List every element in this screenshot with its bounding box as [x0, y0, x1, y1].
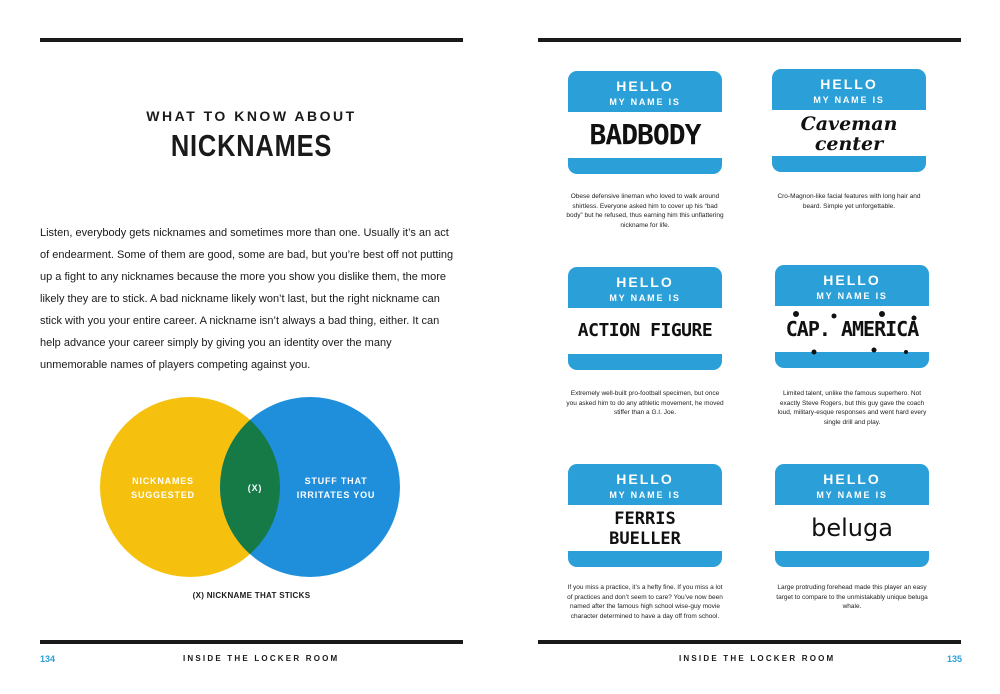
top-rule [40, 38, 463, 42]
page-number: 134 [40, 654, 56, 664]
name-tag-action-figure: HELLO MY NAME IS ACTION FIGURE [567, 266, 723, 371]
bottom-rule [40, 640, 463, 644]
section-kicker: WHAT TO KNOW ABOUT [146, 108, 357, 124]
nickname-description: Obese defensive lineman who loved to walk around shirtless. Everyone asked him to cover up his “bad body” but he refused, thus earning him this unflattering nickname for life. [566, 193, 724, 229]
handwritten-name: Caveman center [800, 113, 898, 155]
nickname-description: Cro-Magnon-like facial features with long hair and beard. Simple yet unforgettable. [777, 193, 921, 210]
nickname-description: Extremely well-built pro-football specimen, but once you asked him to do any athletic movement, he moved stiffer than a G.I. Joe. [566, 390, 724, 416]
bottom-rule [538, 640, 961, 644]
right-page [500, 0, 1000, 694]
handwritten-name: FERRIS BUELLER [609, 509, 681, 549]
venn-caption: (X) NICKNAME THAT STICKS [192, 591, 311, 600]
name-tag-ferris-bueller: HELLO MY NAME IS FERRIS BUELLER [567, 463, 723, 568]
handwritten-name: BADBODY [589, 118, 701, 151]
handwritten-name: CAP. AMERICA [785, 317, 919, 341]
page-title: NICKNAMES [170, 128, 333, 163]
name-tag-badbody: HELLO MY NAME IS BADBODY [567, 70, 723, 175]
name-tag-cap-america: HELLO MY NAME IS CAP. AMERICA [774, 264, 930, 369]
venn-right-label: STUFF THAT IRRITATES YOU [296, 476, 376, 500]
venn-diagram [95, 392, 425, 582]
nickname-description: Large protruding forehead made this player an easy target to compare to the unmistakably unique beluga whale. [776, 584, 928, 610]
name-tag-beluga: HELLO MY NAME IS beluga [774, 463, 930, 568]
name-tag-caveman-center: HELLO MY NAME IS Caveman center [771, 68, 927, 173]
running-head: INSIDE THE LOCKER ROOM [183, 654, 340, 663]
nickname-description: If you miss a practice, it’s a hefty fine. If you miss a lot of practices and don’t seem to care? You’ve now been named after the famous high school wise-guy movie character determined to have a day off from school. [567, 584, 723, 620]
nickname-description: Limited talent, unlike the famous superhero. Not exactly Steve Rogers, but this guy gave the coach loud, military-esque responses and went hard every single drill and play. [777, 390, 927, 426]
venn-center-label: (X) [247, 483, 263, 493]
handwritten-name: beluga [811, 514, 893, 542]
handwritten-name: ACTION FIGURE [577, 320, 713, 341]
top-rule [538, 38, 961, 42]
running-head: INSIDE THE LOCKER ROOM [679, 654, 836, 663]
body-paragraph: Listen, everybody gets nicknames and sometimes more than one. Usually it’s an act of endearment. Some of them are good, some are bad, but you’re best off not putting up a fight to any nicknames because the more you show you dislike them, the more likely they are to stick. A bad nickname likely won’t last, but the right nickname can stick with you your entire career. A nickname isn’t always a bad thing, either. It can help advance your career simply by giving you an identity over the many unmemorable names of players competing against you. [40, 227, 454, 371]
venn-left-label: NICKNAMES SUGGESTED [131, 476, 195, 500]
page-number: 135 [947, 654, 963, 664]
